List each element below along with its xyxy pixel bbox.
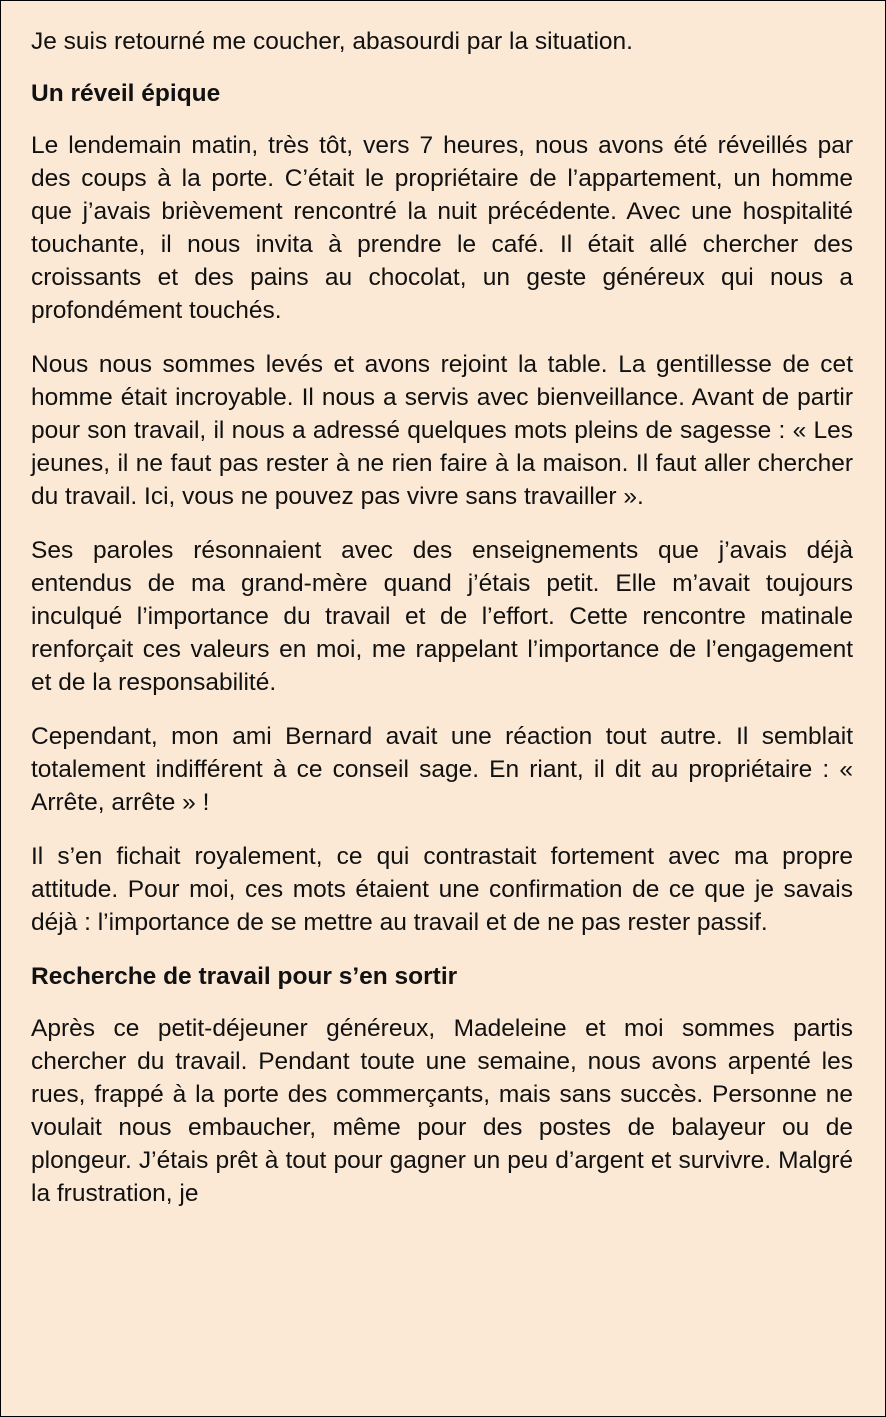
paragraph: Après ce petit-déjeuner généreux, Madeleine et moi sommes partis chercher du travail. Pendant toute une semaine, nous avons arpenté les rues, frappé à la porte des commerçants, mais sans succès. Personne ne voulait nous embaucher, même pour des postes de balayeur ou de plongeur. J’étais prêt à tout pour gagner un peu d’argent et survivre. Malgré la frustration, je [31, 1015, 853, 1207]
paragraph: Nous nous sommes levés et avons rejoint la table. La gentillesse de cet homme était incroyable. Il nous a servis avec bienveillance. Avant de partir pour son travail, il nous a adressé quelques mots pleins de sagesse : « Les jeunes, il ne faut pas rester à ne rien faire à la maison. Il faut aller chercher du travail. Ici, vous ne pouvez pas vivre sans travailler ». [31, 351, 853, 510]
opening-paragraph: Je suis retourné me coucher, abasourdi par la situation. [31, 28, 633, 55]
paragraph: Le lendemain matin, très tôt, vers 7 heures, nous avons été réveillés par des coups à la porte. C’était le propriétaire de l’appartement, un homme que j’avais brièvement rencontré la nuit précédente. Avec une hospitalité touchante, il nous invita à prendre le café. Il était allé chercher des croissants et des pains au chocolat, un geste généreux qui nous a profondément touchés. [31, 132, 853, 324]
section-heading-recherche: Recherche de travail pour s’en sortir [31, 963, 458, 990]
document-body [31, 25, 853, 1231]
section-heading-reveil: Un réveil épique [31, 80, 221, 107]
paragraph: Ses paroles résonnaient avec des enseignements que j’avais déjà entendus de ma grand-mère quand j’étais petit. Elle m’avait toujours inculqué l’importance du travail et de l’effort. Cette rencontre matinale renforçait ces valeurs en moi, me rappelant l’importance de l’engagement et de la responsabilité. [31, 537, 853, 696]
paragraph: Cependant, mon ami Bernard avait une réaction tout autre. Il semblait totalement indifférent à ce conseil sage. En riant, il dit au propriétaire : « Arrête, arrête » ! [31, 723, 853, 816]
paragraph: Il s’en fichait royalement, ce qui contrastait fortement avec ma propre attitude. Pour moi, ces mots étaient une confirmation de ce que je savais déjà : l’importance de se mettre au travail et de ne pas rester passif. [31, 843, 853, 936]
